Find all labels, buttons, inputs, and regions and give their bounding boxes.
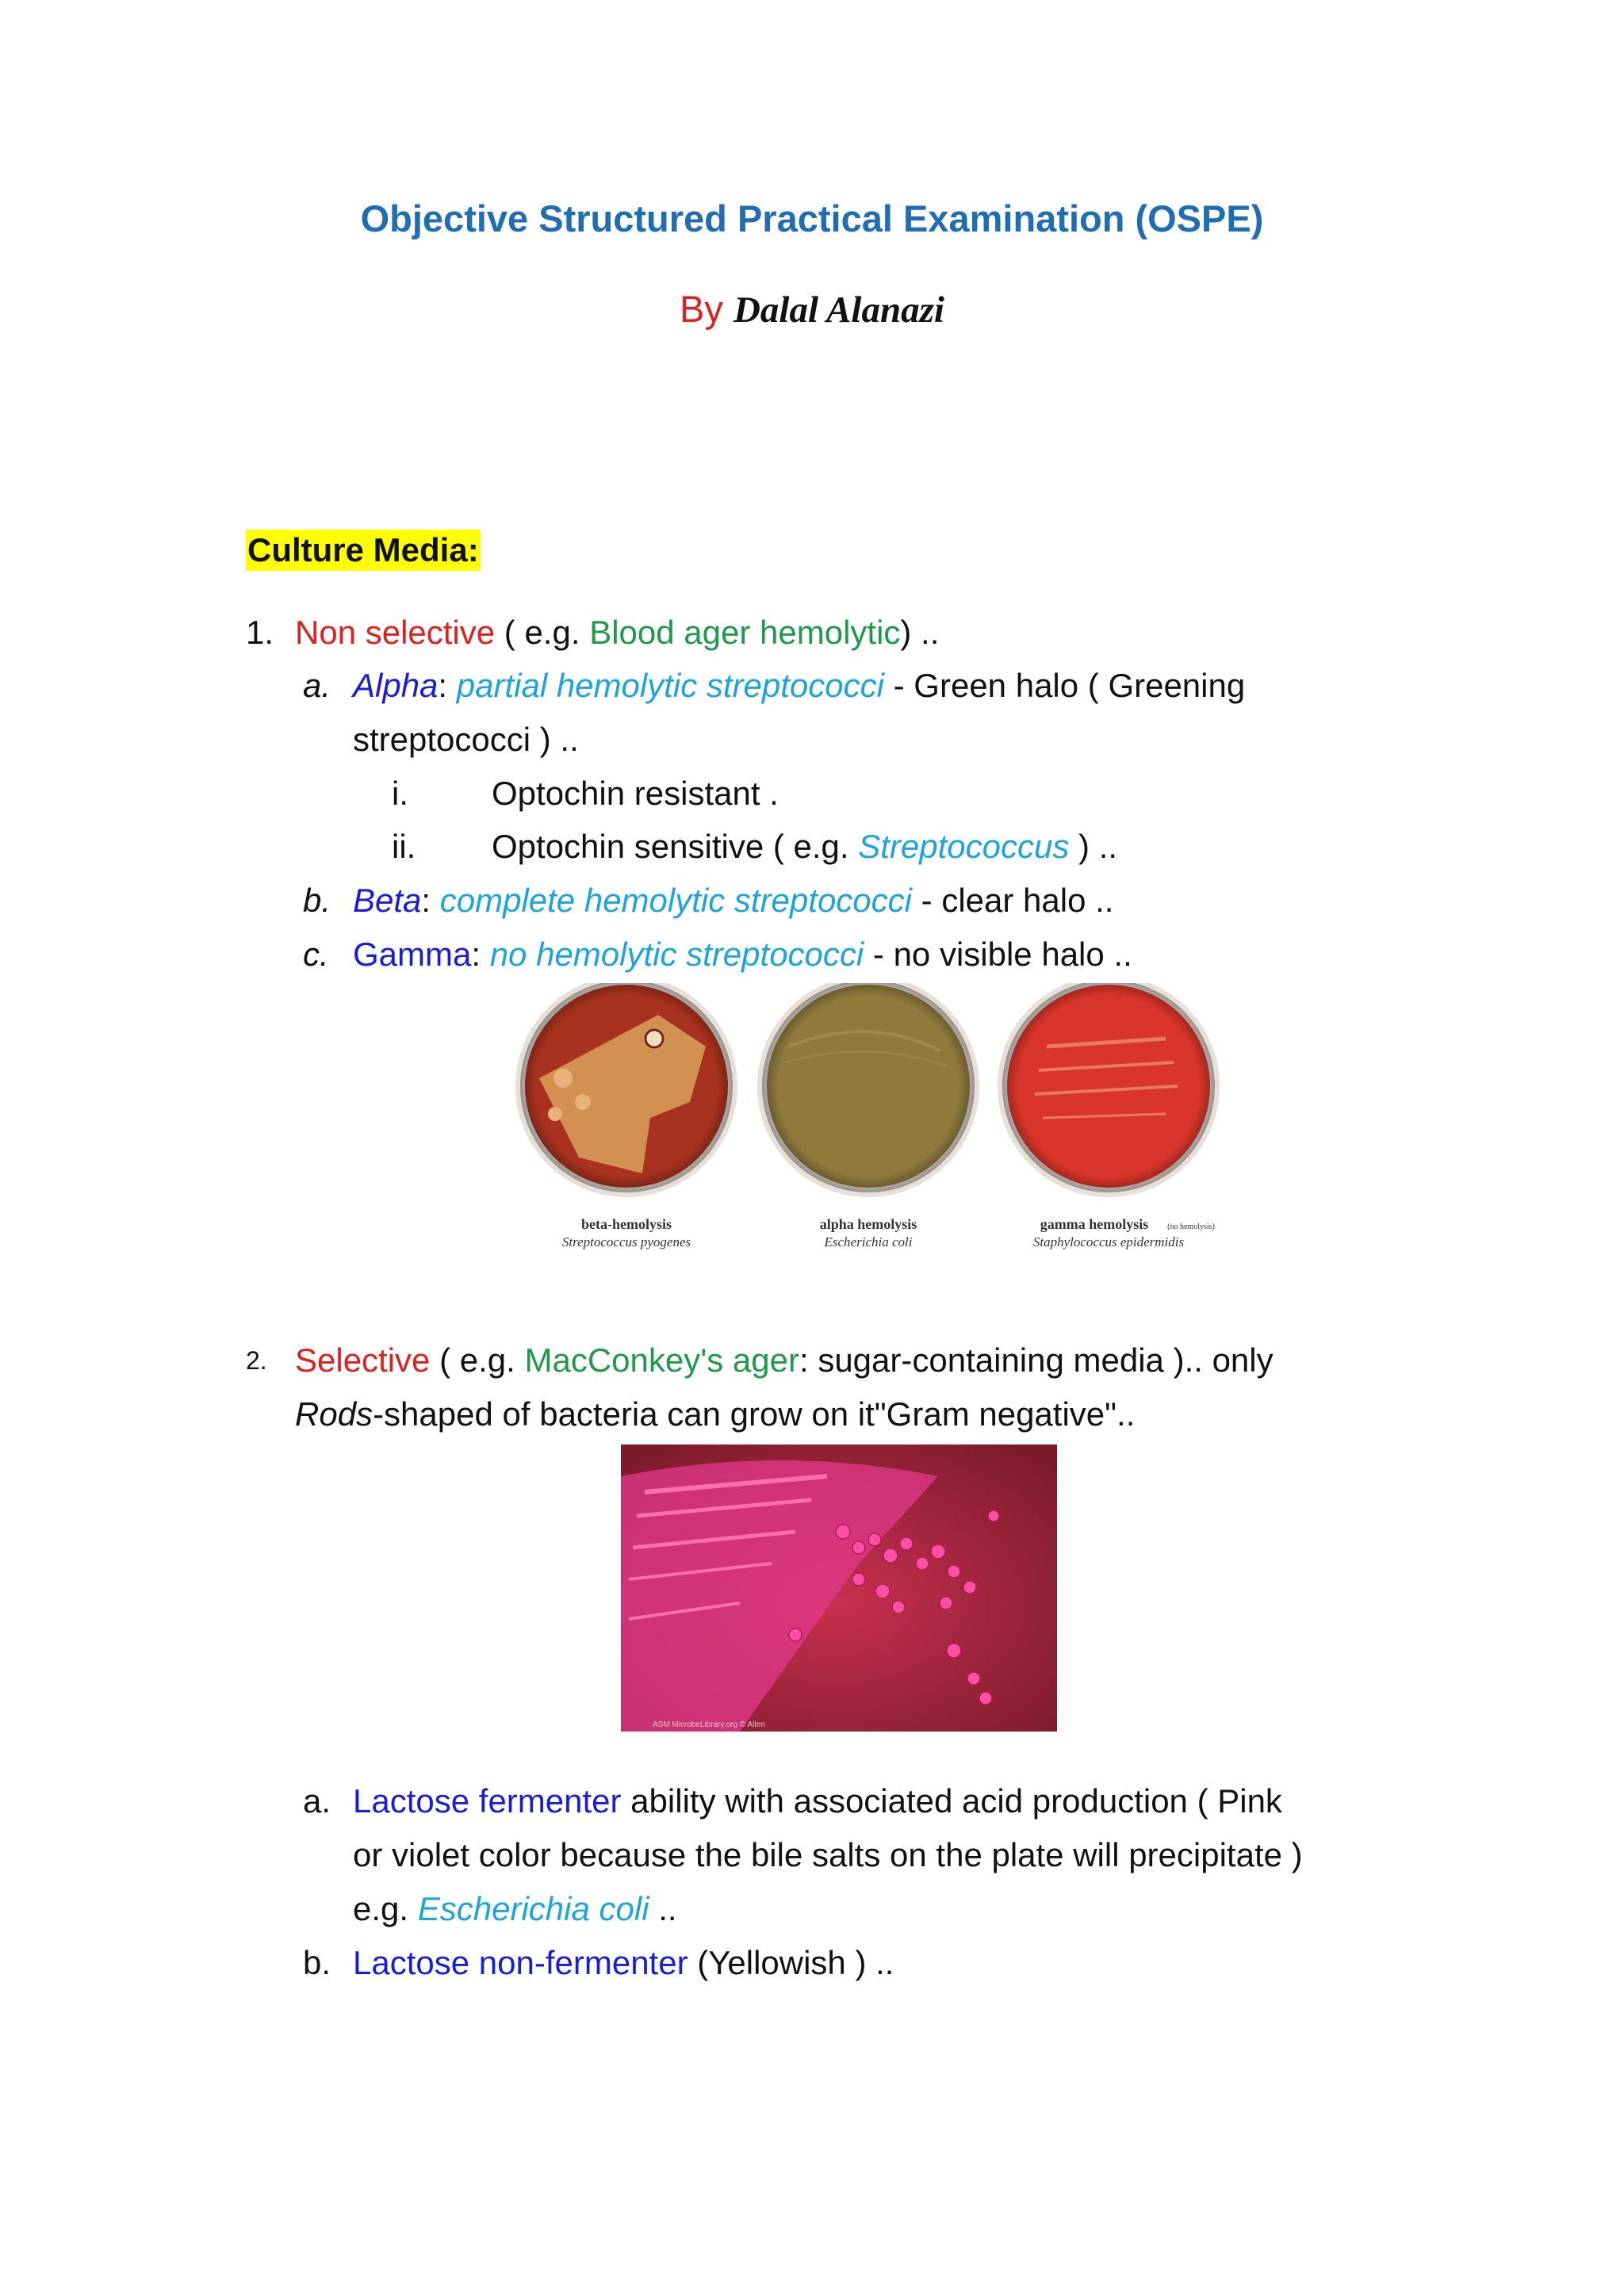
ii-post: ) .. (1069, 828, 1118, 865)
item2-number: 2. (246, 1346, 267, 1375)
author-name: Dalal Alanazi (733, 289, 944, 331)
item1a-line (353, 659, 1245, 713)
gamma-colon: : (471, 936, 490, 973)
alpha-colon: : (438, 667, 457, 704)
macconkey-plate-figure (621, 1445, 1057, 1732)
alpha-desc: partial hemolytic streptococci (456, 667, 884, 704)
gamma-plate (998, 983, 1220, 1197)
gamma-name: Gamma (353, 936, 472, 973)
item1a-ii-line (492, 820, 1117, 874)
gamma-rest: - no visible halo .. (864, 936, 1132, 973)
item2-line (295, 1334, 1274, 1387)
item1-close: ) .. (900, 614, 940, 651)
beta-plate (515, 983, 737, 1197)
item2a-rest1: ability with associated acid production ( Pink (621, 1782, 1282, 1820)
item1c-line (353, 928, 1132, 982)
item1a-marker: a. (303, 667, 331, 704)
page-title: Objective Structured Practical Examination (OSPE) (360, 197, 1264, 239)
item1a-line2: streptococci ) .. (353, 721, 579, 758)
item1b-marker: b. (303, 882, 331, 919)
item1a-i-marker: i. (392, 775, 408, 812)
item2-kind: Selective (295, 1341, 431, 1379)
hemolysis-plates-figure (508, 983, 1228, 1269)
beta-name: Beta (353, 882, 422, 919)
item2-open: ( e.g. (430, 1341, 525, 1379)
alpha-rest: - Green halo ( Greening (883, 667, 1246, 704)
gamma-label-small: (no hemolysis) (1167, 1223, 1215, 1231)
gamma-desc: no hemolytic streptococci (489, 936, 864, 973)
item2a-pre3: e.g. (353, 1890, 418, 1927)
item2a-post3: .. (649, 1890, 677, 1927)
alpha-plate (757, 983, 979, 1197)
byline (0, 287, 1624, 331)
item1-line (295, 606, 939, 660)
item1c-marker: c. (303, 936, 329, 973)
item1-number: 1. (246, 614, 274, 651)
macconkey-credit: ASM MicrobeLibrary.org © Allen (653, 1720, 765, 1729)
item2-line2 (295, 1387, 1135, 1441)
item2b-marker: b. (303, 1944, 331, 1981)
item1a-ii-marker: ii. (392, 828, 416, 865)
gamma-label: gamma hemolysis (1040, 1216, 1149, 1232)
section-heading: Culture Media: (246, 530, 481, 571)
item2b-rest: (Yellowish ) .. (688, 1944, 894, 1981)
item2-example: MacConkey's ager (524, 1341, 799, 1379)
byline-by: By (680, 288, 723, 330)
beta-colon: : (421, 882, 440, 919)
item2-rest1: : sugar-containing media ).. only (799, 1341, 1274, 1379)
ecoli-example: Escherichia coli (417, 1890, 649, 1927)
ii-pre: Optochin sensitive ( e.g. (492, 828, 859, 865)
item2b-line (353, 1936, 894, 1990)
item2-rest2: -shaped of bacteria can grow on it"Gram negative".. (373, 1395, 1136, 1433)
item2a-line3 (353, 1882, 677, 1936)
lactose-fermenter: Lactose fermenter (353, 1782, 622, 1820)
alpha-organism: Escherichia coli (824, 1234, 913, 1249)
beta-label: beta-hemolysis (581, 1216, 672, 1232)
beta-organism: Streptococcus pyogenes (561, 1234, 691, 1249)
item2a-marker: a. (303, 1782, 331, 1820)
item1-kind: Non selective (295, 614, 496, 651)
alpha-name: Alpha (353, 667, 439, 704)
alpha-label: alpha hemolysis (819, 1216, 917, 1232)
beta-rest: - clear halo .. (912, 882, 1114, 919)
rods-word: Rods (295, 1395, 373, 1433)
item1-example: Blood ager hemolytic (589, 614, 901, 651)
item2a-line (353, 1774, 1282, 1828)
ii-example: Streptococcus (858, 828, 1070, 865)
lactose-non-fermenter: Lactose non-fermenter (353, 1944, 688, 1981)
item2a-line2: or violet color because the bile salts on the plate will precipitate ) (353, 1836, 1303, 1873)
item1b-line (353, 874, 1113, 928)
beta-desc: complete hemolytic streptococci (439, 882, 912, 919)
item1-open: ( e.g. (495, 614, 590, 651)
gamma-organism: Staphylococcus epidermidis (1032, 1234, 1185, 1249)
item1a-i-text: Optochin resistant . (492, 775, 779, 812)
